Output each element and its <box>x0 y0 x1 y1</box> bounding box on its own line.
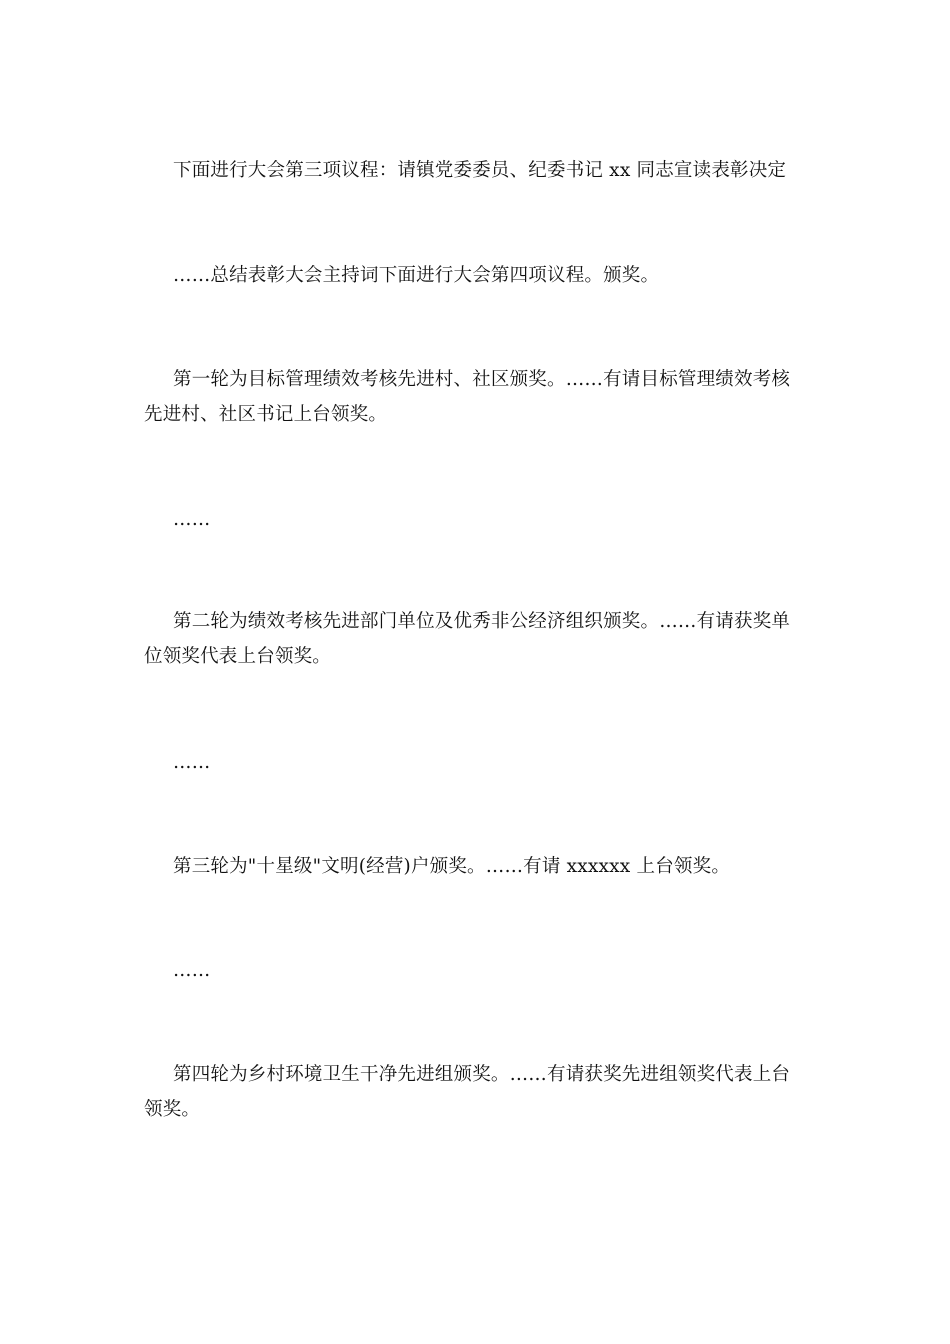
paragraph-round-3: 第三轮为"十星级"文明(经营)户颁奖。……有请 xxxxxx 上台领奖。 <box>173 856 731 877</box>
paragraph-ellipsis-2: …… <box>173 752 211 773</box>
paragraph-round-1: 第一轮为目标管理绩效考核先进村、社区颁奖。……有请目标管理绩效考核先进村、社区书记上台领奖。 <box>144 369 791 425</box>
paragraph-agenda-item-4: ……总结表彰大会主持词下面进行大会第四项议程。颁奖。 <box>173 265 660 286</box>
paragraph-ellipsis-1: …… <box>173 509 211 530</box>
paragraph-agenda-item-3: 下面进行大会第三项议程：请镇党委委员、纪委书记 xx 同志宣读表彰决定 <box>173 160 787 181</box>
paragraph-ellipsis-3: …… <box>173 960 211 981</box>
paragraph-round-2: 第二轮为绩效考核先进部门单位及优秀非公经济组织颁奖。……有请获奖单位领奖代表上台领奖。 <box>144 611 791 667</box>
paragraph-round-4: 第四轮为乡村环境卫生干净先进组颁奖。……有请获奖先进组领奖代表上台领奖。 <box>144 1064 791 1120</box>
